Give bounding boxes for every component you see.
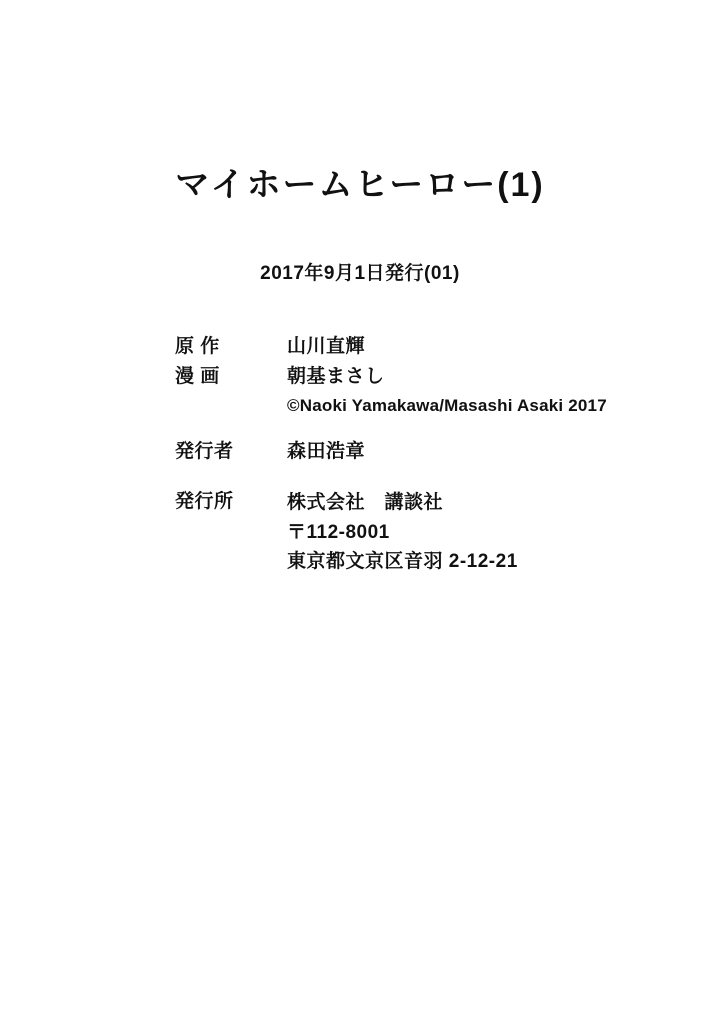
credit-label-author: 原 作 — [175, 335, 220, 357]
publisher-address: 東京都文京区音羽 2-12-21 — [287, 551, 518, 573]
credits-list — [0, 333, 720, 577]
credit-value-author: 山川直輝 — [287, 335, 366, 357]
publisher-name: 株式会社 講談社 — [287, 492, 444, 514]
page-title: マイホームヒーロー(1) — [175, 166, 545, 204]
publisher-postal-code: 〒112-8001 — [287, 521, 390, 543]
copyright-notice: ©Naoki Yamakawa/Masashi Asaki 2017 — [287, 395, 607, 415]
credit-row-publisher — [175, 488, 720, 576]
publisher-address-block — [287, 488, 518, 576]
credit-label-publisher-person: 発行者 — [175, 440, 234, 462]
publication-date: 2017年9月1日発行(01) — [260, 262, 460, 284]
credit-row-author — [175, 333, 720, 362]
credit-row-artist — [175, 363, 720, 392]
credit-value-artist: 朝基まさし — [287, 366, 385, 388]
credit-label-publisher: 発行所 — [175, 491, 234, 513]
credit-label-artist: 漫 画 — [175, 366, 220, 388]
credit-value-publisher-person: 森田浩章 — [287, 440, 366, 462]
credit-row-publisher-person — [175, 438, 720, 467]
